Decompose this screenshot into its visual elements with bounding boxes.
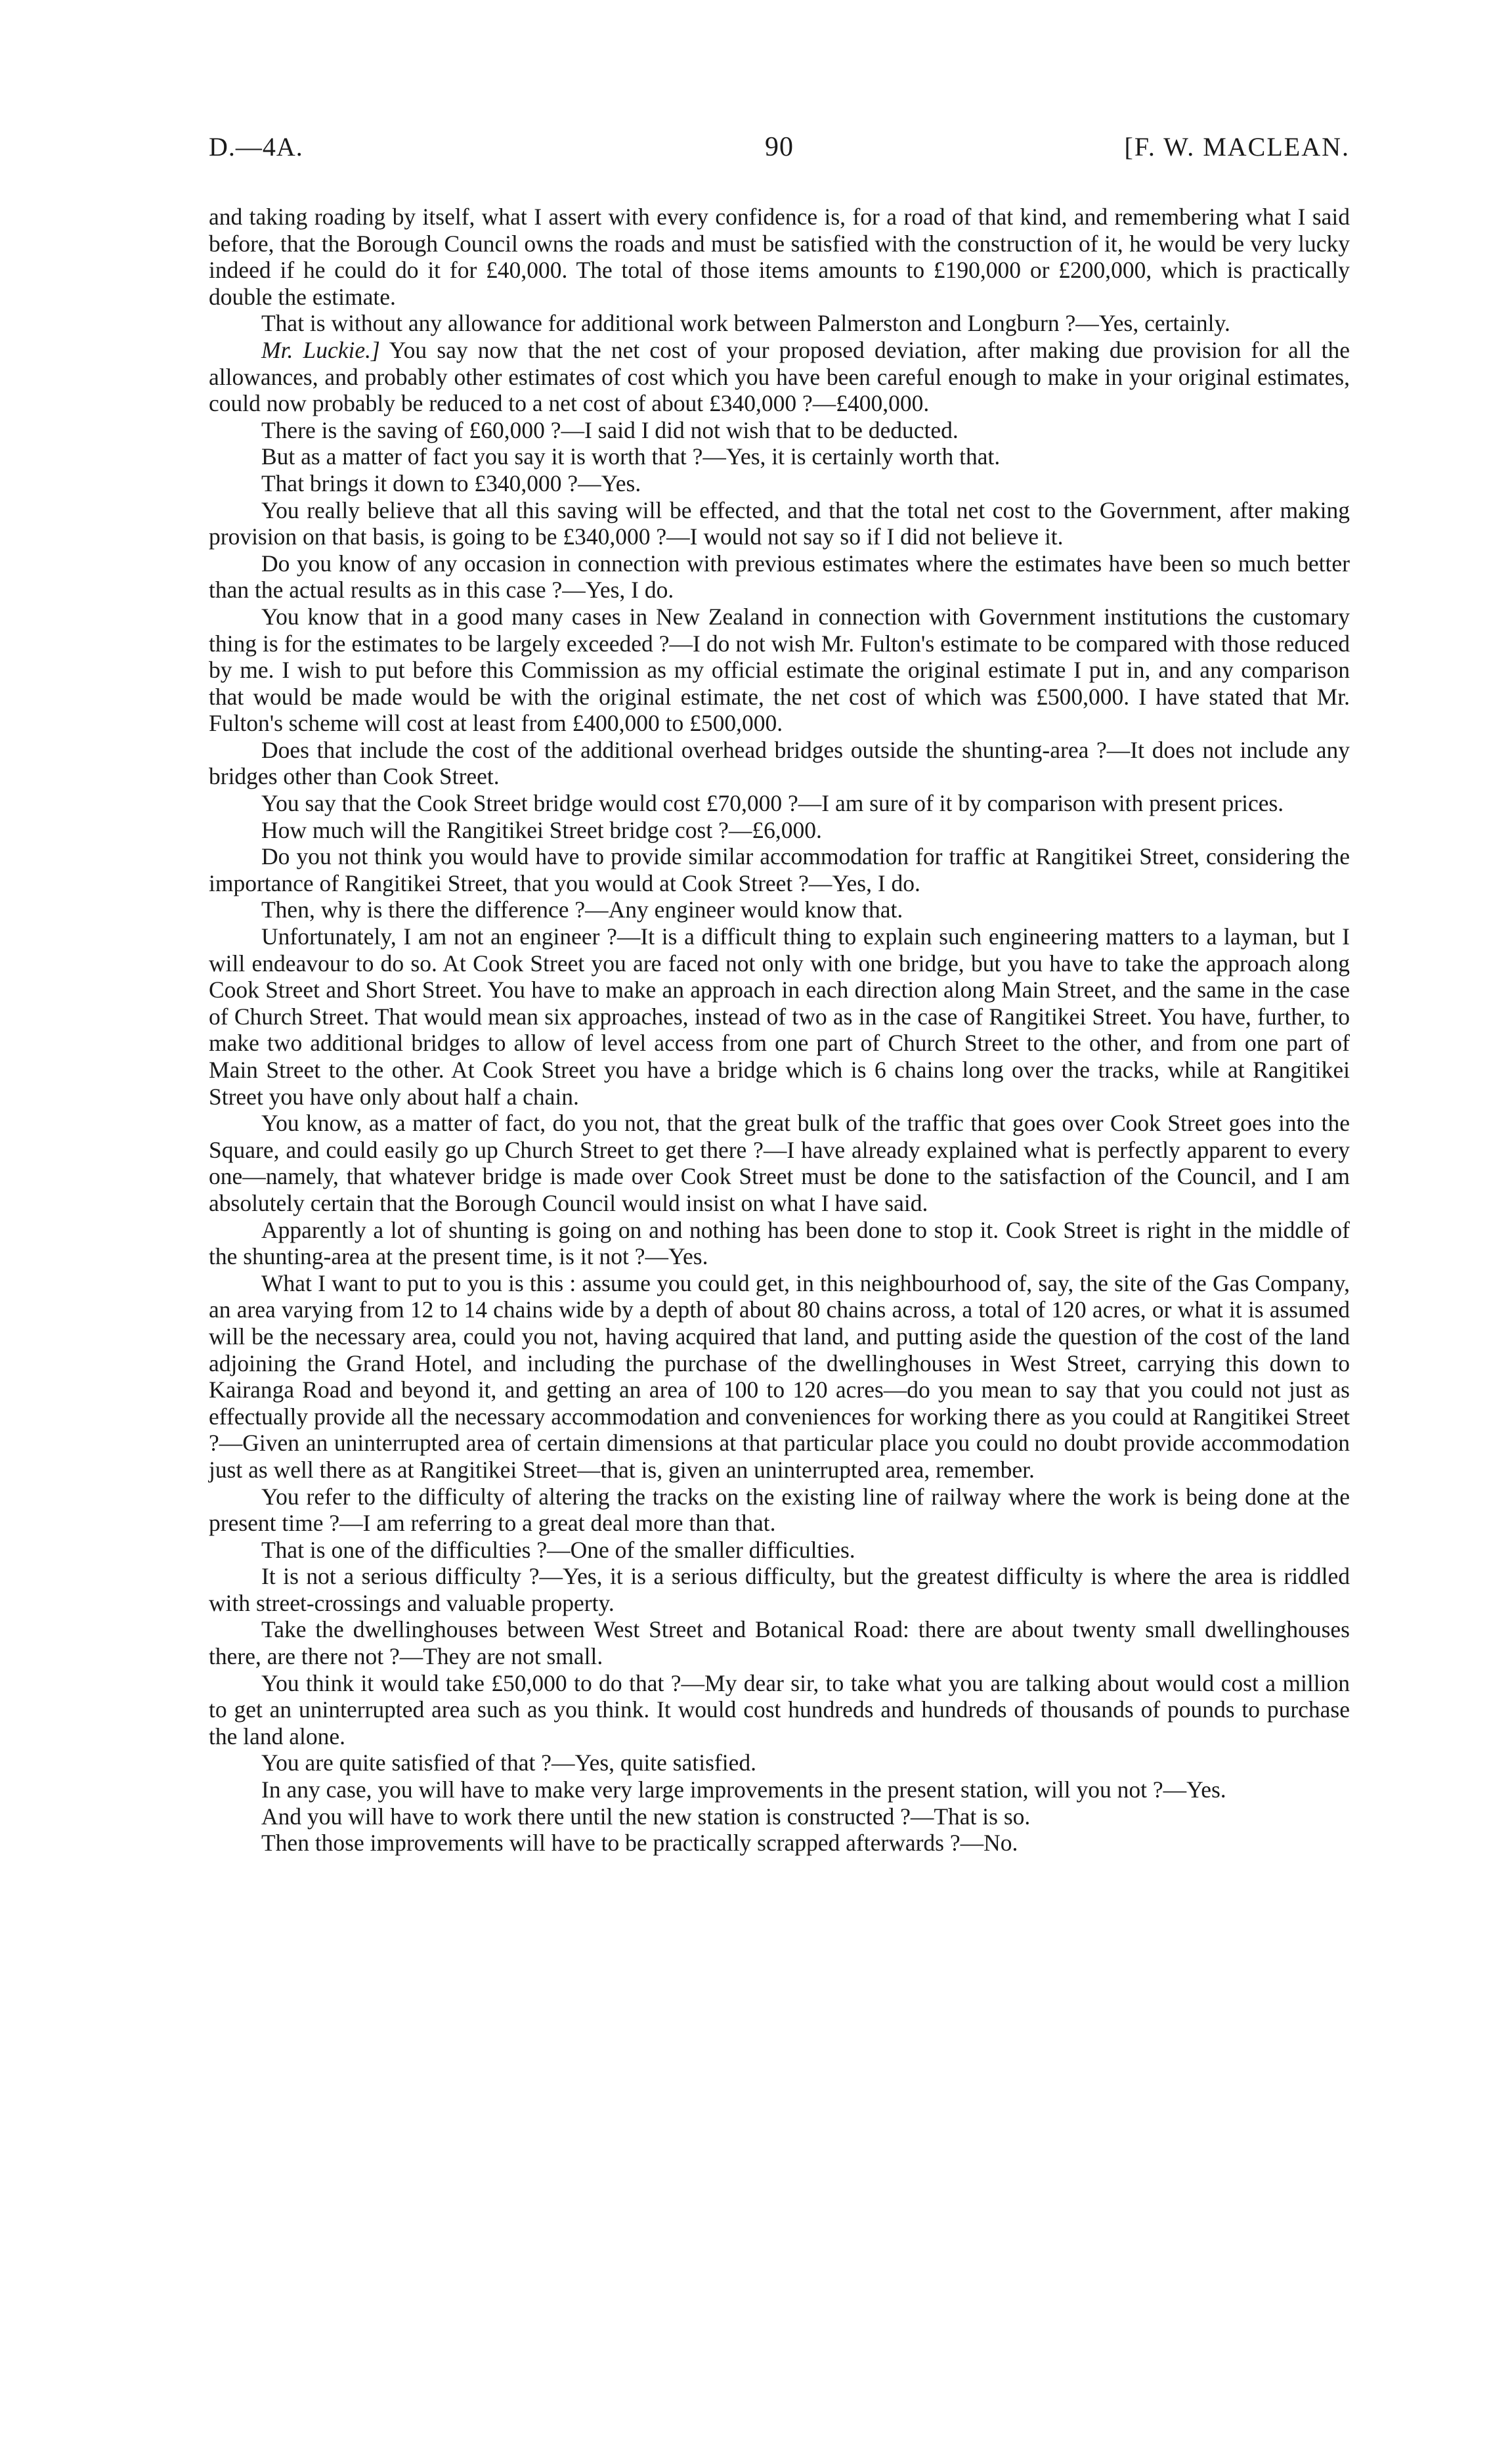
testimony-paragraph [209, 310, 1350, 337]
paragraph-text: You really believe that all this saving will be effected, and that the total net cost to the Government, after making provision on that basis, is going to be £340,000 ?—I would not say so if I did not believe it. [209, 496, 1350, 550]
paragraph-text: You know that in a good many cases in New Zealand in connection with Government institutions the customary thing is for the estimates to be largely exceeded ?—I do not wish Mr. Fulton's estimate to be compared with those reduced by me. I wish to put before this Commission as my official estimate the original estimate I put in, and any comparison that would be made would be with the original estimate, the net cost of which was £500,000. I have stated that Mr. Fulton's scheme will cost at least from £400,000 to £500,000. [209, 603, 1350, 737]
page-number: 90 [765, 132, 794, 162]
page-header [209, 131, 1350, 177]
testimony-paragraph [209, 790, 1350, 817]
paragraph-text: Do you not think you would have to provide similar accommodation for traffic at Rangitikei Street, considering the importance of Rangitikei Street, that you would at Cook Street ?—Yes, I do. [209, 843, 1350, 896]
testimony-paragraph [209, 817, 1350, 844]
testimony-paragraph [209, 550, 1350, 604]
paragraph-text: But as a matter of fact you say it is worth that ?—Yes, it is certainly worth that. [261, 443, 1001, 470]
paragraph-text: You say that the Cook Street bridge would cost £70,000 ?—I am sure of it by comparison with present prices. [261, 790, 1284, 817]
paragraph-text: Then those improvements will have to be practically scrapped afterwards ?—No. [261, 1830, 1018, 1857]
testimony-paragraph [209, 604, 1350, 737]
testimony-paragraph [209, 923, 1350, 1110]
paragraph-text: Do you know of any occasion in connection with previous estimates where the estimates have been so much better than the actual results as in this case ?—Yes, I do. [209, 550, 1350, 604]
testimony-paragraph [209, 1537, 1350, 1564]
testimony-paragraph [209, 737, 1350, 790]
testimony-paragraph [209, 1110, 1350, 1216]
testimony-paragraph [209, 1563, 1350, 1616]
testimony-paragraph [209, 843, 1350, 896]
paragraph-text: How much will the Rangitikei Street bridge cost ?—£6,000. [261, 816, 822, 843]
testimony-paragraph [209, 337, 1350, 417]
paragraph-text: You are quite satisfied of that ?—Yes, quite satisfied. [261, 1750, 756, 1776]
testimony-paragraph [209, 497, 1350, 550]
paragraph-text: In any case, you will have to make very large improvements in the present station, will you not ?—Yes. [261, 1776, 1226, 1803]
paragraph-text: That is without any allowance for additional work between Palmerston and Longburn ?—Yes, certainly. [261, 310, 1230, 337]
paragraph-text: You say now that the net cost of your proposed deviation, after making due provision for all the allowances, and probably other estimates of cost which you have been careful enough to make in your original estimates, could now probably be reduced to a net cost of about £340,000 ?—£400,000. [209, 336, 1350, 417]
testimony-paragraph [209, 470, 1350, 497]
testimony-paragraph [209, 1670, 1350, 1750]
document-reference: D.—4A. [209, 132, 303, 162]
paragraph-text: That brings it down to £340,000 ?—Yes. [261, 470, 641, 496]
paragraph-text: Apparently a lot of shunting is going on and nothing has been done to stop it. Cook Street is right in the middle of the shunting-area at the present time, is it not ?—Yes. [209, 1216, 1350, 1270]
paragraph-text: Then, why is there the difference ?—Any engineer would know that. [261, 896, 903, 923]
paragraph-text: You know, as a matter of fact, do you not, that the great bulk of the traffic that goes over Cook Street goes into the Square, and could easily go up Church Street to get there ?—I have already explained what is perfectly apparent to every one—namely, that whatever bridge is made over Cook Street must be done to the satisfaction of the Council, and I am absolutely certain that the Borough Council would insist on what I have said. [209, 1110, 1350, 1216]
paragraph-text: And you will have to work there until the new station is constructed ?—That is so. [261, 1803, 1031, 1830]
testimony-paragraph [209, 204, 1350, 310]
testimony-paragraph [209, 1616, 1350, 1669]
paragraph-text: and taking roading by itself, what I assert with every confidence is, for a road of that kind, and remembering what I said before, that the Borough Council owns the roads and must be satisfied with the construction of it, he would be very lucky indeed if he could do it for £40,000. The total of those items amounts to £190,000 or £200,000, which is practically double the estimate. [209, 204, 1350, 310]
testimony-paragraph [209, 1217, 1350, 1270]
testimony-paragraph [209, 1776, 1350, 1803]
testimony-paragraph [209, 1484, 1350, 1537]
speaker-label: Mr. Luckie.] [261, 336, 380, 363]
testimony-paragraph [209, 1270, 1350, 1484]
paragraph-text: It is not a serious difficulty ?—Yes, it is a serious difficulty, but the greatest difficulty is where the area is riddled with street-crossings and valuable property. [209, 1563, 1350, 1616]
testimony-paragraph [209, 1803, 1350, 1830]
paragraph-text: Unfortunately, I am not an engineer ?—It is a difficult thing to explain such engineering matters to a layman, but I will endeavour to do so. At Cook Street you are faced not only with one bridge, but you have to take the approach along Cook Street and Short Street. You have to make an approach in each direction along Main Street, and the same in the case of Church Street. That would mean six approaches, instead of two as in the case of Rangitikei Street. You have, further, to make two additional bridges to allow of level access from one part of Church Street to the other, and from one part of Main Street to the other. At Cook Street you have a bridge which is 6 chains long over the tracks, while at Rangitikei Street you have only about half a chain. [209, 923, 1350, 1110]
paragraph-text: You think it would take £50,000 to do that ?—My dear sir, to take what you are talking about would cost a million to get an uninterrupted area such as you think. It would cost hundreds and hundreds of thousands of pounds to purchase the land alone. [209, 1669, 1350, 1750]
testimony-paragraph [209, 417, 1350, 444]
testimony-text [209, 204, 1350, 1857]
paragraph-text: What I want to put to you is this : assume you could get, in this neighbourhood of, say, the site of the Gas Company, an area varying from 12 to 14 chains wide by a depth of about 80 chains across, a total of 120 acres, or what it is assumed will be the necessary area, could you not, having acquired that land, and putting aside the question of the cost of the land adjoining the Grand Hotel, and including the purchase of the dwellinghouses in West Street, carrying this down to Kairanga Road and beyond it, and getting an area of 100 to 120 acres—do you mean to say that you could not just as effectually provide all the necessary accommodation and conveniences for working there as you could at Rangitikei Street ?—Given an uninterrupted area of certain dimensions at that particular place you could no doubt provide accommodation just as well there as at Rangitikei Street—that is, given an uninterrupted area, remember. [209, 1269, 1350, 1483]
paragraph-text: There is the saving of £60,000 ?—I said I did not wish that to be deducted. [261, 416, 959, 443]
testimony-paragraph [209, 1750, 1350, 1776]
paragraph-text: That is one of the difficulties ?—One of the smaller difficulties. [261, 1536, 855, 1563]
paragraph-text: Take the dwellinghouses between West Street and Botanical Road: there are about twenty small dwellinghouses there, are there not ?—They are not small. [209, 1616, 1350, 1670]
testimony-paragraph [209, 896, 1350, 923]
testimony-paragraph [209, 443, 1350, 470]
witness-name: [F. W. MACLEAN. [1124, 132, 1350, 162]
paragraph-text: You refer to the difficulty of altering the tracks on the existing line of railway where the work is being done at the present time ?—I am referring to a great deal more than that. [209, 1483, 1350, 1537]
paragraph-text: Does that include the cost of the additional overhead bridges outside the shunting-area ?—It does not include any bridges other than Cook Street. [209, 736, 1350, 790]
testimony-paragraph [209, 1830, 1350, 1857]
